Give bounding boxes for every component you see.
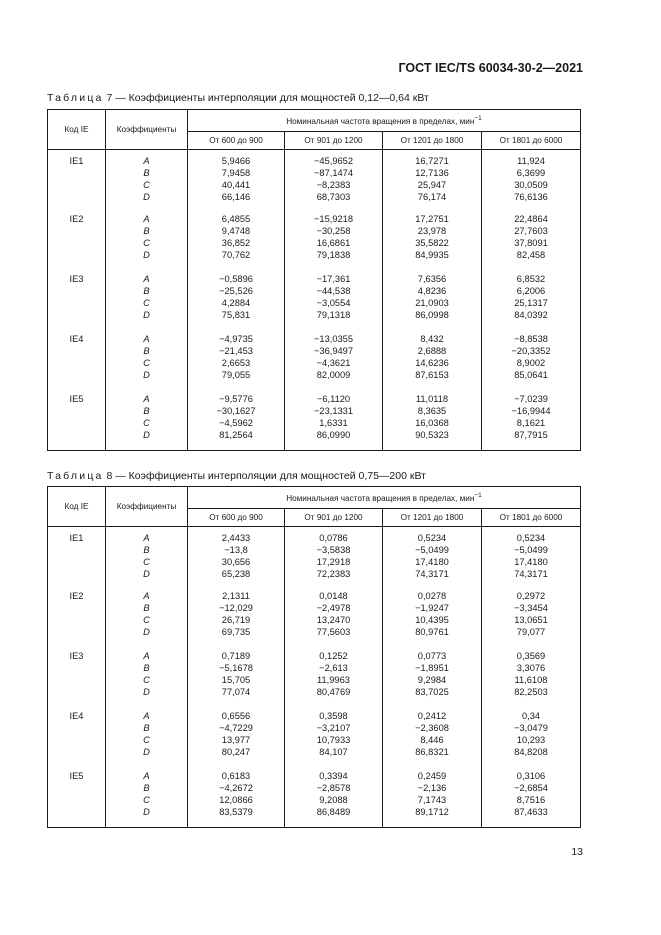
column-header-speed-range: От 600 до 900 (188, 509, 285, 527)
coefficient-value: −44,538 (316, 286, 351, 296)
value-cell (285, 150, 383, 211)
coefficient-value: 7,9458 (221, 168, 251, 178)
coefficient-label: B (143, 286, 150, 296)
value-cell (482, 390, 581, 451)
coefficient-value: 17,4180 (415, 557, 449, 567)
coefficient-label: B (143, 603, 150, 613)
coefficient-value: 11,9963 (317, 675, 350, 685)
value-cell (482, 270, 581, 330)
coefficient-value: 12,7136 (415, 168, 449, 178)
value-cell (482, 767, 581, 828)
coefficient-value: 13,2470 (316, 615, 351, 625)
coefficient-value: 81,2564 (219, 430, 253, 440)
coefficient-value: 0,0148 (319, 591, 348, 601)
coefficient-label: A (143, 394, 150, 404)
coefficient-value: 25,947 (417, 180, 447, 190)
coefficient-value: 15,705 (221, 675, 251, 685)
value-cell (482, 647, 581, 707)
coefficient-value: 9,2984 (417, 675, 447, 685)
coefficient-value: −45,9652 (313, 156, 354, 166)
value-cell (482, 587, 581, 647)
coefficient-label: C (143, 675, 150, 685)
coefficient-value: 8,432 (420, 334, 444, 344)
coefficient-value: 84,107 (319, 747, 348, 757)
coefficient-labels (106, 390, 188, 451)
coefficient-value: 89,1712 (415, 807, 449, 817)
coefficient-value: 22,4864 (514, 214, 548, 224)
coefficient-value: 0,6556 (221, 711, 251, 721)
coefficient-value: 36,852 (221, 238, 251, 248)
value-cell (285, 767, 383, 828)
coefficient-label: C (143, 735, 150, 745)
coefficient-value: 82,0009 (316, 370, 351, 380)
coefficient-value: 0,3569 (516, 651, 546, 661)
coefficient-value: 0,3394 (319, 771, 348, 781)
coefficient-value: 74,3171 (514, 569, 548, 579)
speed-header-unit-exponent: −1 (474, 492, 482, 499)
value-cell (383, 330, 482, 390)
ie-code: IE3 (48, 647, 106, 707)
ie-code: IE2 (48, 587, 106, 647)
value-cell (482, 707, 581, 767)
coefficient-label: C (143, 298, 150, 308)
coefficient-value: −87,1474 (313, 168, 354, 178)
speed-header-text: Номинальная частота вращения в пределах, мин (286, 494, 475, 503)
caption-text: 8 — Коэффициенты интерполяции для мощностей 0,75—200 кВт (103, 470, 426, 482)
column-header-speed-range: От 901 до 1200 (285, 509, 383, 527)
value-cell (188, 270, 285, 330)
coefficient-label: A (143, 156, 150, 166)
ie-code: IE5 (48, 767, 106, 828)
coefficient-labels (106, 150, 188, 211)
ie-code: IE5 (48, 390, 106, 451)
coefficient-value: 79,077 (516, 627, 546, 637)
coefficient-value: −9,5776 (219, 394, 253, 404)
coefficient-value: 8,1621 (516, 418, 546, 428)
coefficient-label: D (143, 310, 150, 320)
coefficient-value: −4,7229 (219, 723, 253, 733)
coefficient-value: −3,3454 (514, 603, 548, 613)
coefficient-value: −20,3352 (511, 346, 551, 356)
coefficient-label: C (143, 358, 150, 368)
coefficient-value: 0,3598 (319, 711, 348, 721)
coefficient-value: 8,3635 (417, 406, 447, 416)
column-header-speed-range: От 1801 до 6000 (482, 509, 581, 527)
coefficient-label: C (143, 795, 150, 805)
ie-code: IE1 (48, 150, 106, 211)
coefficient-value: 35,5822 (415, 238, 449, 248)
coefficient-label: A (143, 651, 150, 661)
coefficient-value: −23,1331 (313, 406, 354, 416)
coefficient-value: 82,2503 (514, 687, 548, 697)
coefficient-value: 16,6861 (316, 238, 351, 248)
coefficient-value: 84,0392 (514, 310, 548, 320)
coefficient-value: 37,8091 (514, 238, 548, 248)
coefficient-label: D (143, 627, 150, 637)
value-cell (285, 330, 383, 390)
coefficient-value: −16,9944 (511, 406, 551, 416)
coefficient-value: 84,8208 (514, 747, 548, 757)
coefficient-value: −13,8 (224, 545, 248, 555)
ie-code: IE3 (48, 270, 106, 330)
coefficient-value: 0,1252 (319, 651, 348, 661)
coefficient-value: 65,238 (221, 569, 251, 579)
coefficient-value: −21,453 (219, 346, 253, 356)
value-cell (188, 330, 285, 390)
value-cell (188, 587, 285, 647)
value-cell (188, 210, 285, 270)
coefficient-value: −8,8538 (514, 334, 548, 344)
coefficient-value: −17,361 (316, 274, 351, 284)
coefficient-value: 77,074 (221, 687, 251, 697)
value-cell (285, 707, 383, 767)
coefficient-value: 86,0990 (316, 430, 351, 440)
coefficient-value: 8,9002 (516, 358, 546, 368)
coefficient-value: 11,0118 (415, 394, 449, 404)
coefficient-value: 79,1838 (316, 250, 351, 260)
coefficient-value: 87,7915 (514, 430, 548, 440)
table-row (48, 767, 581, 828)
coefficient-value: 6,4855 (221, 214, 251, 224)
coefficient-label: A (143, 274, 150, 284)
coefficient-labels (106, 587, 188, 647)
coefficient-value: 0,2972 (516, 591, 546, 601)
coefficient-value: 5,9466 (221, 156, 251, 166)
coefficient-value: 40,441 (221, 180, 251, 190)
coefficient-value: 87,6153 (415, 370, 449, 380)
table-row (48, 390, 581, 451)
coefficient-value: 86,8321 (415, 747, 449, 757)
coefficient-value: 30,656 (221, 557, 251, 567)
coefficient-value: 9,2088 (319, 795, 348, 805)
coefficient-value: 76,174 (417, 192, 447, 202)
value-cell (188, 390, 285, 451)
coefficient-value: 79,1318 (316, 310, 351, 320)
coefficient-value: −5,1678 (219, 663, 253, 673)
value-cell (188, 527, 285, 588)
coefficient-value: −0,5896 (219, 274, 253, 284)
value-cell (285, 527, 383, 588)
coefficient-value: 17,2751 (415, 214, 449, 224)
coefficient-value: −3,0554 (316, 298, 351, 308)
coefficient-value: −30,258 (316, 226, 351, 236)
coefficient-label: A (143, 591, 150, 601)
coefficient-value: −3,0479 (514, 723, 548, 733)
coefficient-labels (106, 270, 188, 330)
coefficient-value: 87,4633 (514, 807, 548, 817)
column-header-speed-range: От 1201 до 1800 (383, 509, 482, 527)
speed-header-text: Номинальная частота вращения в пределах, мин (286, 117, 475, 126)
caption-text: 7 — Коэффициенты интерполяции для мощностей 0,12—0,64 кВт (103, 92, 429, 104)
value-cell (383, 707, 482, 767)
coefficient-value: −2,8578 (316, 783, 351, 793)
coefficient-label: D (143, 370, 150, 380)
coefficient-value: 12,0866 (219, 795, 253, 805)
coefficient-value: −15,9218 (313, 214, 354, 224)
column-header-coefficients: Коэффициенты (106, 487, 188, 527)
coefficient-value: 11,924 (517, 156, 545, 166)
coefficient-value: −4,5962 (219, 418, 253, 428)
coefficient-value: −3,5838 (316, 545, 351, 555)
value-cell (285, 270, 383, 330)
value-cell (383, 767, 482, 828)
coefficient-value: −4,3621 (316, 358, 351, 368)
coefficient-value: −2,3608 (415, 723, 449, 733)
coefficient-labels (106, 210, 188, 270)
value-cell (188, 647, 285, 707)
coefficient-value: 86,0998 (415, 310, 449, 320)
coefficient-value: −12,029 (219, 603, 253, 613)
coefficient-value: 3,3076 (516, 663, 546, 673)
coefficient-label: B (143, 168, 150, 178)
coefficient-value: 16,7271 (415, 156, 449, 166)
coefficient-value: 80,247 (221, 747, 251, 757)
coefficient-label: D (143, 807, 150, 817)
table-row (48, 150, 581, 211)
column-header-code: Код IE (48, 487, 106, 527)
coefficient-label: B (143, 783, 150, 793)
coefficient-value: 2,1311 (222, 591, 250, 601)
coefficient-value: −1,8951 (415, 663, 449, 673)
coefficient-value: 7,1743 (417, 795, 447, 805)
coefficient-label: A (143, 771, 150, 781)
coefficient-value: −8,2383 (316, 180, 351, 190)
coefficient-labels (106, 707, 188, 767)
coefficient-value: 9,4748 (221, 226, 251, 236)
value-cell (383, 647, 482, 707)
coefficient-label: D (143, 250, 150, 260)
value-cell (285, 587, 383, 647)
value-cell (383, 150, 482, 211)
value-cell (285, 390, 383, 451)
value-cell (188, 767, 285, 828)
coefficient-value: 1,6331 (319, 418, 348, 428)
column-header-code: Код IE (48, 110, 106, 150)
coefficient-value: 13,0651 (514, 615, 548, 625)
coefficient-label: B (143, 663, 150, 673)
coefficient-label: B (143, 226, 150, 236)
coefficient-value: 4,2884 (221, 298, 251, 308)
coefficient-value: 21,0903 (415, 298, 449, 308)
value-cell (383, 390, 482, 451)
page-number: 13 (571, 846, 583, 858)
column-header-speed-range: От 1801 до 6000 (482, 132, 581, 150)
coefficient-label: D (143, 430, 150, 440)
coefficient-value: 10,4395 (415, 615, 449, 625)
value-cell (285, 647, 383, 707)
column-header-coefficients: Коэффициенты (106, 110, 188, 150)
coefficient-label: C (143, 180, 150, 190)
coefficient-value: −5,0499 (415, 545, 449, 555)
coefficient-value: 0,2412 (417, 711, 447, 721)
coefficient-value: 17,4180 (514, 557, 548, 567)
coefficient-value: 0,0786 (319, 533, 348, 543)
coefficient-value: 0,5234 (417, 533, 447, 543)
coefficient-value: 68,7303 (316, 192, 351, 202)
coefficient-label: B (143, 723, 150, 733)
table-caption (47, 92, 429, 104)
coefficient-value: −6,1120 (316, 394, 351, 404)
value-cell (188, 150, 285, 211)
column-header-speed-range: От 600 до 900 (188, 132, 285, 150)
value-cell (383, 210, 482, 270)
coefficient-label: A (143, 533, 150, 543)
table-row (48, 210, 581, 270)
coefficient-value: 26,719 (221, 615, 251, 625)
coefficient-labels (106, 330, 188, 390)
value-cell (188, 707, 285, 767)
value-cell (482, 330, 581, 390)
coefficient-value: 2,6888 (417, 346, 447, 356)
coefficient-value: 75,831 (221, 310, 251, 320)
table-row (48, 707, 581, 767)
coefficient-value: 10,293 (516, 735, 546, 745)
column-header-speed-range: От 1201 до 1800 (383, 132, 482, 150)
coefficient-value: 77,5603 (316, 627, 351, 637)
coefficient-value: 8,446 (420, 735, 444, 745)
coefficient-value: −2,6854 (514, 783, 548, 793)
coefficient-value: 30,0509 (514, 180, 548, 190)
coefficient-value: −30,1627 (216, 406, 256, 416)
coefficient-value: −4,2672 (219, 783, 253, 793)
ie-code: IE4 (48, 330, 106, 390)
value-cell (383, 527, 482, 588)
table-row (48, 330, 581, 390)
coefficient-value: 4,8236 (417, 286, 447, 296)
coefficient-value: 83,7025 (415, 687, 449, 697)
coefficient-value: 7,6356 (417, 274, 447, 284)
coefficient-value: −7,0239 (514, 394, 548, 404)
coefficient-value: −1,9247 (415, 603, 449, 613)
coefficient-value: 25,1317 (514, 298, 548, 308)
coefficient-labels (106, 647, 188, 707)
coefficient-value: 69,735 (221, 627, 251, 637)
coefficient-value: −3,2107 (316, 723, 351, 733)
coefficient-value: 84,9935 (415, 250, 449, 260)
coefficient-value: 27,7603 (514, 226, 548, 236)
coefficient-value: −25,526 (219, 286, 253, 296)
coefficient-value: −2,613 (319, 663, 348, 673)
ie-code: IE4 (48, 707, 106, 767)
coefficient-value: 70,762 (221, 250, 251, 260)
ie-code: IE2 (48, 210, 106, 270)
coefficient-table (47, 486, 581, 828)
table-row (48, 270, 581, 330)
coefficient-label: A (143, 214, 150, 224)
coefficient-label: B (143, 545, 150, 555)
coefficient-value: −13,0355 (313, 334, 354, 344)
coefficient-labels (106, 527, 188, 588)
coefficient-value: 6,8532 (516, 274, 546, 284)
table-row (48, 647, 581, 707)
speed-header-unit-exponent: −1 (474, 115, 482, 122)
coefficient-label: A (143, 711, 150, 721)
column-header-speed-range: От 901 до 1200 (285, 132, 383, 150)
coefficient-value: 6,2006 (516, 286, 546, 296)
value-cell (383, 587, 482, 647)
coefficient-value: 6,3699 (516, 168, 546, 178)
coefficient-value: 8,7516 (516, 795, 546, 805)
column-header-speed (188, 487, 581, 509)
coefficient-table (47, 109, 581, 451)
coefficient-value: 0,3106 (516, 771, 546, 781)
coefficient-value: 2,4433 (221, 533, 251, 543)
coefficient-value: 0,2459 (417, 771, 447, 781)
value-cell (482, 150, 581, 211)
coefficient-value: 79,055 (221, 370, 251, 380)
table-row (48, 587, 581, 647)
caption-lead: Таблица (47, 470, 104, 482)
coefficient-value: 14,6236 (415, 358, 449, 368)
coefficient-label: D (143, 192, 150, 202)
coefficient-label: B (143, 406, 150, 416)
value-cell (285, 210, 383, 270)
coefficient-value: 80,9761 (415, 627, 449, 637)
coefficient-value: 86,8489 (316, 807, 351, 817)
value-cell (383, 270, 482, 330)
coefficient-label: C (143, 615, 150, 625)
coefficient-value: −2,136 (417, 783, 447, 793)
coefficient-value: 16,0368 (415, 418, 449, 428)
coefficient-label: C (143, 238, 150, 248)
value-cell (482, 527, 581, 588)
ie-code: IE1 (48, 527, 106, 588)
coefficient-value: 90,5323 (415, 430, 449, 440)
coefficient-label: D (143, 687, 150, 697)
coefficient-value: 72,2383 (316, 569, 351, 579)
coefficient-value: 23,978 (417, 226, 447, 236)
coefficient-value: −2,4978 (316, 603, 351, 613)
column-header-speed (188, 110, 581, 132)
coefficient-label: D (143, 747, 150, 757)
table-row (48, 527, 581, 588)
coefficient-value: 0,6183 (221, 771, 251, 781)
value-cell (482, 210, 581, 270)
coefficient-value: 13,977 (221, 735, 251, 745)
coefficient-label: A (143, 334, 150, 344)
coefficient-value: 85,0641 (514, 370, 548, 380)
coefficient-value: −4,9735 (219, 334, 253, 344)
table-caption (47, 470, 426, 482)
coefficient-label: D (143, 569, 150, 579)
standard-header: ГОСТ IEC/TS 60034-30-2—2021 (398, 61, 583, 75)
coefficient-value: 2,6653 (221, 358, 251, 368)
coefficient-label: B (143, 346, 150, 356)
coefficient-value: 66,146 (221, 192, 251, 202)
coefficient-value: −36,9497 (313, 346, 354, 356)
coefficient-value: 83,5379 (219, 807, 253, 817)
coefficient-label: C (143, 418, 150, 428)
coefficient-label: C (143, 557, 150, 567)
coefficient-value: 74,3171 (415, 569, 449, 579)
coefficient-labels (106, 767, 188, 828)
coefficient-value: −5,0499 (514, 545, 548, 555)
coefficient-value: 17,2918 (316, 557, 351, 567)
coefficient-value: 0,0773 (417, 651, 447, 661)
coefficient-value: 0,5234 (516, 533, 546, 543)
coefficient-value: 0,0278 (417, 591, 447, 601)
coefficient-value: 80,4769 (316, 687, 351, 697)
coefficient-value: 11,6108 (514, 675, 548, 685)
caption-lead: Таблица (47, 92, 104, 104)
coefficient-value: 76,6136 (514, 192, 548, 202)
coefficient-value: 0,34 (521, 711, 541, 721)
coefficient-value: 10,7933 (316, 735, 351, 745)
coefficient-value: 82,458 (516, 250, 546, 260)
coefficient-value: 0,7189 (221, 651, 251, 661)
